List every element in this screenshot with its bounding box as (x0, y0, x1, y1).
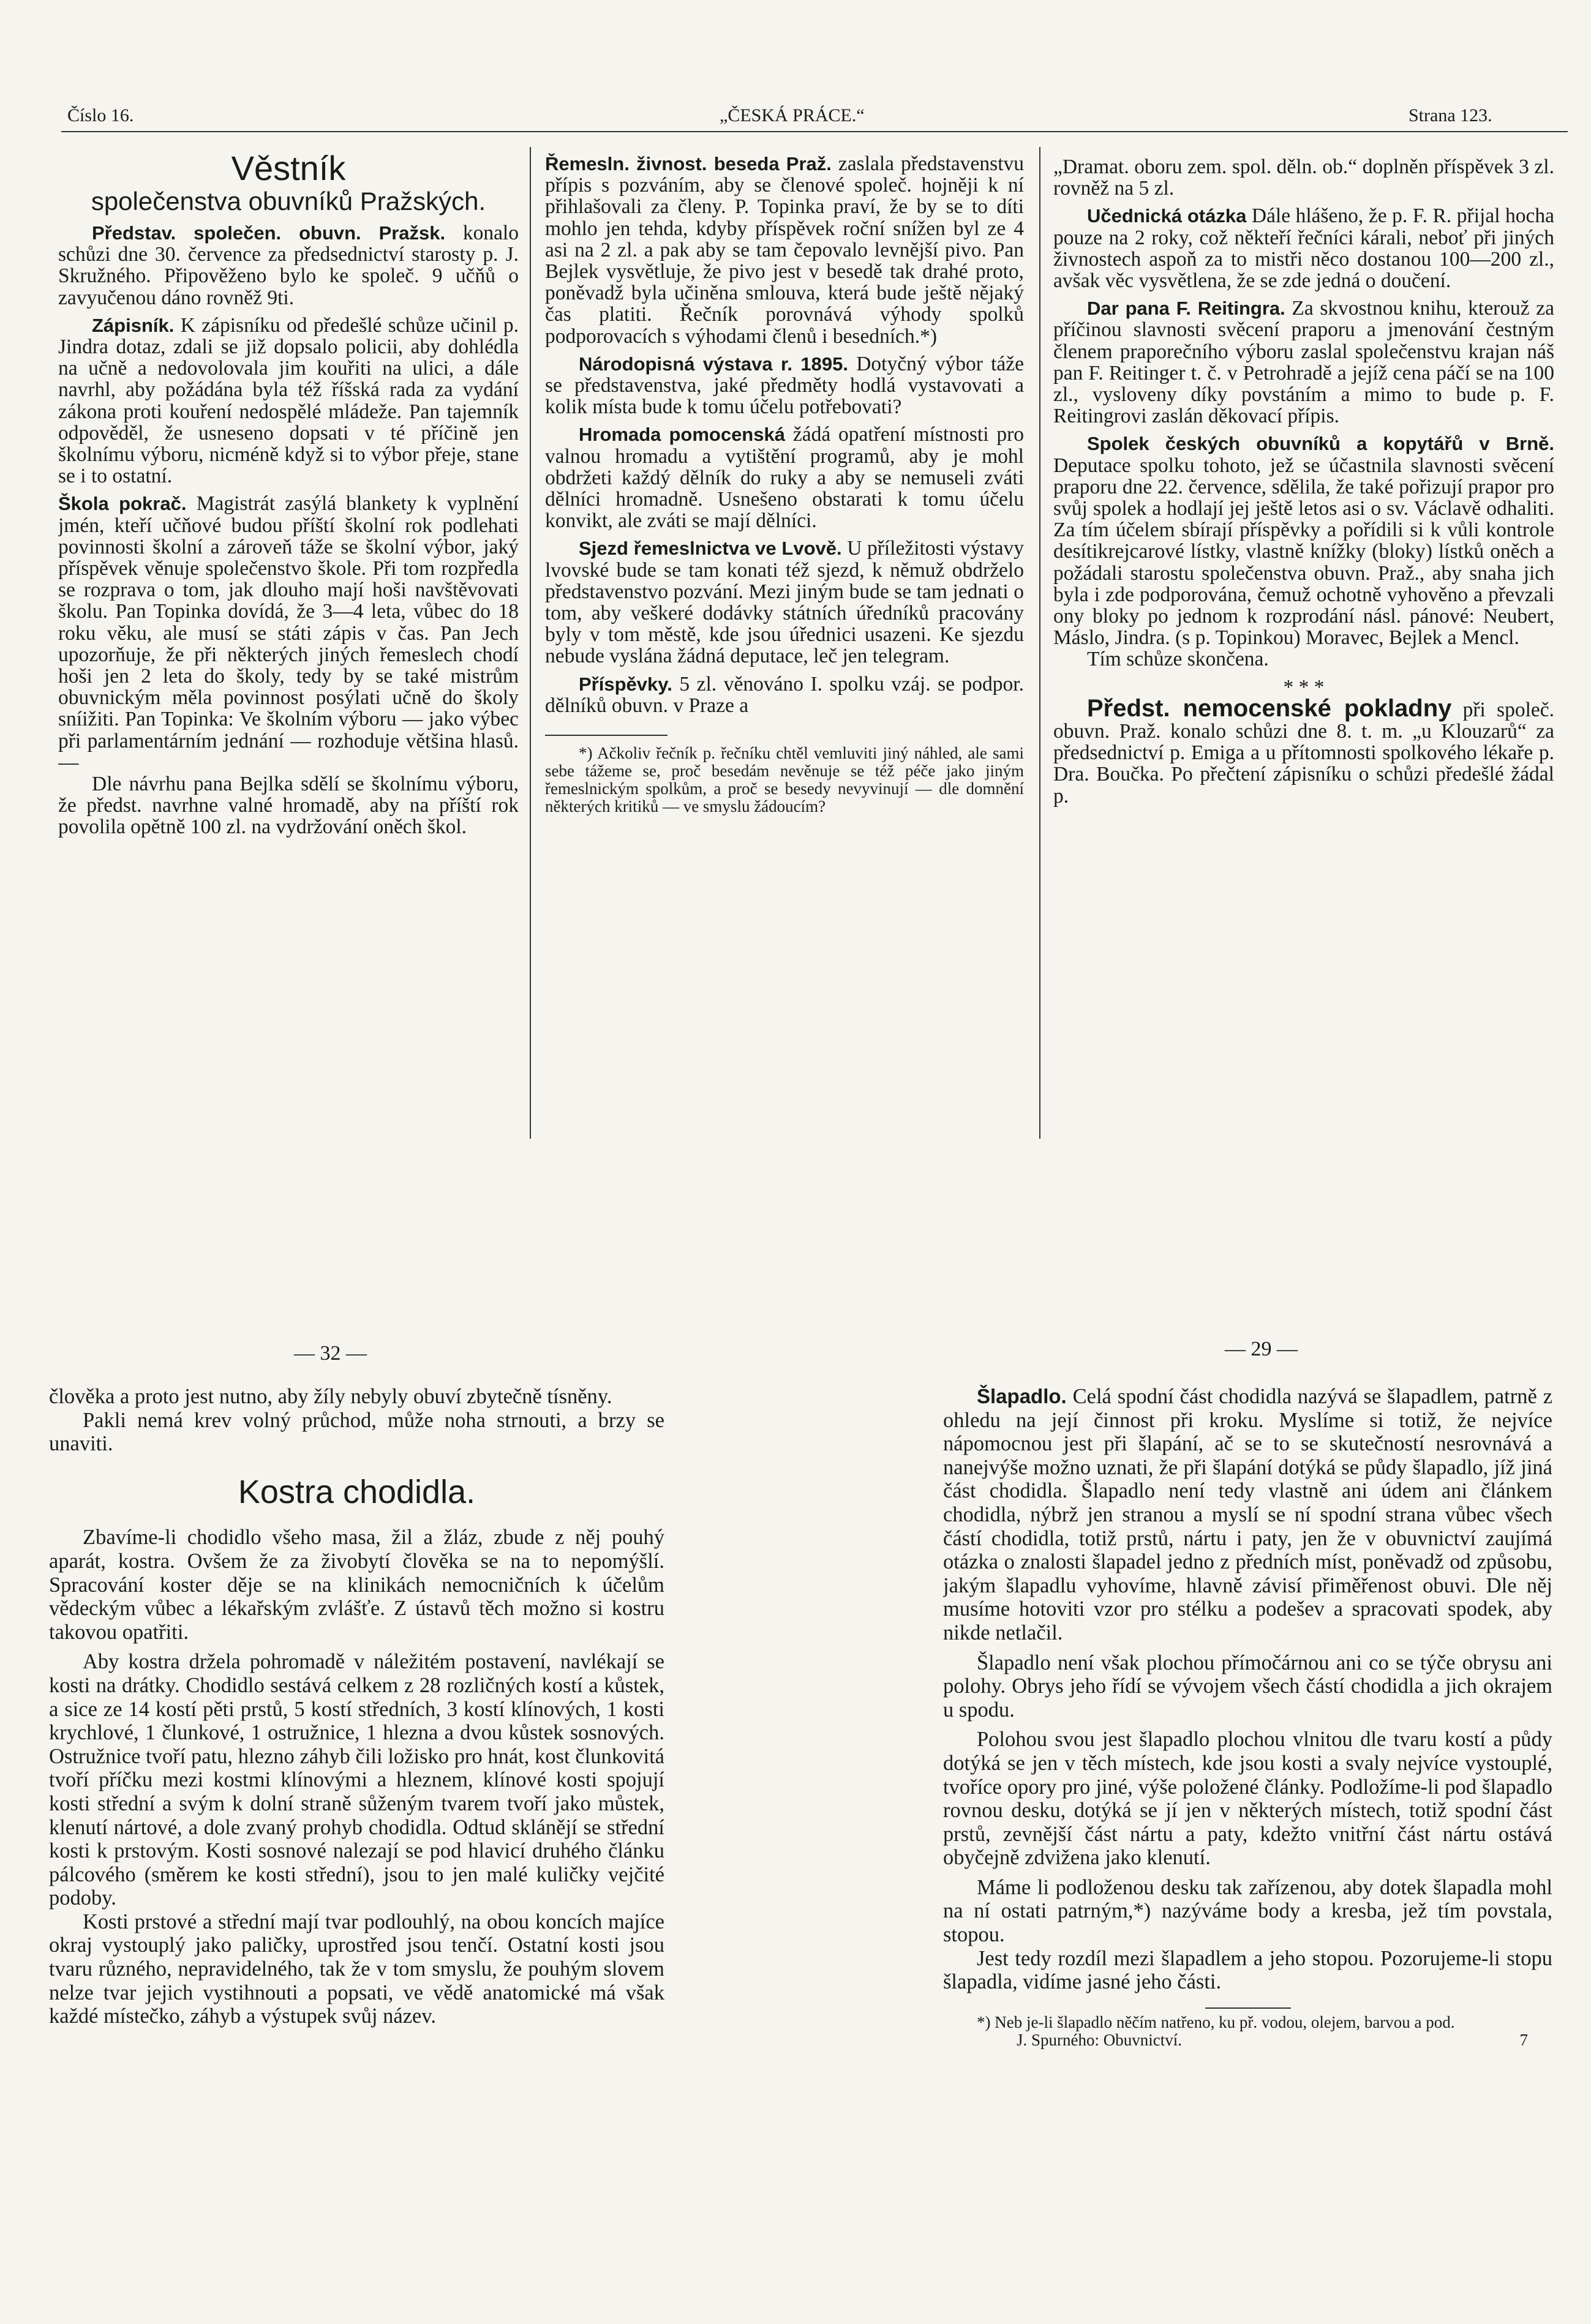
paragraph-heading: Škola pokrač. (58, 493, 187, 515)
paragraph-heading: Spolek českých obuvníků a kopytářů v Brně. (1087, 433, 1554, 455)
lower-left-column (49, 1385, 664, 2303)
paragraph (1053, 433, 1554, 648)
footnote-rule (545, 735, 668, 736)
journal-title: „ČESKÁ PRÁCE.“ (720, 105, 865, 126)
paragraph-text: K zápisníku od předešlé schůze učinil p. Jindra dotaz, zdali se již dopsalo policii, aby dohlédla na učně a nedovolovala jim kouřiti na ulici, a dále navrhl, aby požádána byla též říšská rada za vydání zákona proti kouření nedospělé mládeže. Pan tajemník odpověděl, že usnesenо dopsati v té příčině jen školnímu výboru, nicméně když si to výbor přeje, stane se i to ostatní. (58, 313, 519, 488)
vestnik-title: Věstník (231, 150, 346, 187)
paragraph (1053, 298, 1554, 427)
signature-line (943, 2031, 1552, 2052)
paragraph-heading: Předst. nemocenské pokladny (1087, 694, 1452, 722)
paragraph (943, 1385, 1552, 1645)
paragraph-text: zaslala představenstvu přípis s pozváním, aby se členové společ. hojněji k ní přihlašovali za členy. P. Topinka praví, že by se to díti mohlo jen tehda, kdyby příspěvek roční snížen byl ze 4 asi na 2 zl. a pak aby se tam čepovalo levnější pivo. Pan Bejlek vysvětluje, že pivo jest v besedě tak drahé proto, poněvadž byla učiněna smlouva, která bude ještě nějaký čas platiti. Řečník porovnává výhody spolků podporovacích s výhodami členů i besedních.*) (545, 153, 1024, 348)
paragraph (545, 353, 1024, 418)
column-left (58, 150, 519, 1154)
paragraph: „Dramat. oboru zem. spol. děln. ob.“ doplněn příspěvek 3 zl. rovněž na 5 zl. (1053, 156, 1554, 200)
paragraph-heading: Dar pana F. Reitingra. (1087, 298, 1285, 320)
column-middle (545, 153, 1024, 1157)
issue-number: Číslo 16. (67, 105, 134, 126)
footnote: *) Neb je-li šlapadlo něčím natřeno, ku př. vodou, olejem, barvou a pod. (977, 2012, 1455, 2031)
paragraph (545, 673, 1024, 716)
paragraph-text: žádá opatření místnosti pro valnou hromadu a vytištění programů, aby je mohl obdržeti každý dělník do ruky a aby se nemuseli zváti dělníci hromadně. Usnešeno obstarati k tomu účelu konvikt, ale zváti se mají dělníci. (545, 423, 1024, 533)
paragraph (1053, 694, 1554, 808)
paragraph (545, 424, 1024, 531)
column-right (1053, 156, 1554, 1160)
paragraph-text: Magistrát zasýlá blankety k vyplnění jmén, kteří učňové budou příští školní rok podlehati povinnosti školní a zároveň táže se školní výbor, jaký příspěvek věnuje společenstvo škole. Při tom rozpředla se rozprava o tom, jak dlouho mají hoši navštěvovati školu. Pan Topinka dovídá, že 3—4 leta, vůbec do 18 roku věku, ale musí se státi zápis v čas. Pan Jech upozorňuje, že při některých jiných řemeslech chodí hoši jen 2 leta do školy, tedy by se také mistrům obuvnickým měla povinnost posýlati učně do školy sníižiti. Pan Topinka: Ve školním výboru — jako výbec při parlamentárním jednání — rozhoduje většina hlasů. — (58, 492, 519, 774)
paragraph-heading: Šlapadlo. (977, 1385, 1067, 1408)
paragraph-heading: Učednická otázka (1087, 205, 1247, 227)
paragraph-text: Za skvostnou knihu, kterouž za příčinou slavnosti svěcení praporu a jmenování čestným členem praporečního výboru zaslal společenstvu krajan náš pan F. Reitinger t. č. v Petrohradě a jejíž cena páčí se na 100 zl., vysloveny díky povstáním a mimo to bude p. F. Reitingrovi zaslán děkovací přípis. (1053, 297, 1554, 428)
paragraph: Kosti prstové a střední mají tvar podlouhlý, na obou koncích majíce okraj vystouplý jako paličky, uprostřed jsou tenčí. Ostatní kosti jsou tvaru různého, nepravidelného, tak že v tom smyslu, že pouhým slovem nelze tvar jejich vystihnouti a popsati, ve vědě anatomické má však každé místečko, záhyb a výstupek svůj název. (49, 1910, 664, 2028)
paragraph-heading: Příspěvky. (579, 673, 672, 695)
paragraph-text: Deputace spolku tohoto, jež se účastnila slavnosti svěcení praporu dne 22. července, sdělila, že také pořizují prapor pro svůj spolek a hodlají jej ještě letos asi o sv. Václavě odhaliti. Za tím účelem sbírají příspěvky a pořídili si k vůli kontrole desítikrejcarové lístky, vlastně knížky (bloky) lístků oněch a požádali starostu společenstva obuvn. Praž., aby snaha jich byla i zde podporována, čemuž ochotně vyhověno a převzali ony bloky po jednom k rozprodání násl. pánové: Neubert, Máslo, Jindra. (s p. Topinkou) Moravec, Bejlek a Mencl. (1053, 454, 1554, 650)
paragraph (58, 493, 519, 773)
vestnik-subtitle: společenstva obuvníků Pražských. (91, 187, 486, 216)
paragraph-text: Celá spodní část chodidla nazývá se šlapadlem, patrně z ohledu na její činnost při kroku. Myslíme si totiž, že nejvíce nápomocnou jest při šlapání, ač se to se skutečností nesrovnává a nanejvýše možno uznati, že při šlapání dotýká se půdy šlapadlo, jíž jiná část chodidla. Šlapadlo není tedy vlastně ani údem ani článkem chodidla, nýbrž jen stranou a myslí se ní spodní strana vůbec všech částí chodidla, totiž prstů, nártu i paty, jen že v obuvnictví zaujímá otázka o znalosti šlapadel jedno z předních míst, poněvadž od způsobu, jakým šlapadlu vyhovíme, hlavně závisí přiměřenost obuvi. Dle něj musíme hotoviti vzor pro stélku a podešev a spracovati spodek, aby nikde netlačil. (943, 1385, 1552, 1644)
paragraph-heading: Zápisník. (92, 314, 175, 336)
paragraph: Tím schůze skončena. (1087, 648, 1269, 671)
column-divider (1039, 147, 1040, 1139)
sheet-signature: 7 (1519, 2030, 1528, 2049)
paragraph-heading: Národopisná výstava r. 1895. (579, 353, 849, 375)
page-number-left: — 32 — (294, 1342, 367, 1365)
page-number: Strana 123. (1409, 105, 1492, 126)
paragraph-text: Dále hlášeno, že p. F. R. přijal hocha pouze na 2 roky, což někteří řečníci kárali, neboť při jiných živnostech aspoň za to mistři něco dostanou 100—200 zl., avšak věc vysvětlena, že se zde jedná o doučení. (1053, 204, 1554, 293)
footnote: *) Ačkoliv řečník p. řečníku chtěl vemluviti jiný náhled, ale sami sebe tážeme se, proč besedám nevěnuje se též péče jako jiným řemeslnickým spolkům, a proč se besedy nevyvinují — dle domnění některých kritiků — ve smyslu žádoucím? (545, 744, 1024, 816)
paragraph-text: Dotyčný výbor táže se představenstva, jaké předměty hodlá vystavovati a kolik místa bude k tomu účelu potřebovati? (545, 352, 1024, 419)
paragraph-heading: Představ. společen. obuvn. Pražsk. (92, 222, 446, 244)
section-stars: * * * (1283, 675, 1325, 699)
paragraph-heading: Sjezd řemeslnictva ve Lvově. (579, 538, 842, 560)
paragraph (545, 538, 1024, 667)
paragraph: Máme li podloženou desku tak zařízenou, aby dotek šlapadla mohl na ní ostati patrným,*) nazýváme body a kresba, jež tím povstala, stopou. (943, 1875, 1552, 1947)
paragraph-heading: Hromada pomocenská (579, 424, 785, 446)
paragraph: Dle návrhu pana Bejlka sdělí se školnímu výboru, že předst. navrhne valné hromadě, aby na příští rok povolila opětně 100 zl. na vydržování oněch škol. (58, 773, 519, 839)
paragraph (1053, 205, 1554, 291)
paragraph: člověka a proto jest nutno, aby žíly nebyly obuví zbytečně tísněny. (49, 1385, 612, 1408)
paragraph: Aby kostra držela pohromadě v náležitém postavení, navlékají se kosti na drátky. Chodidlo sestává celkem z 28 rozličných kostí a kůstek, a sice ze 14 kostí pěti prstů, 5 kostí středních, 3 kostí klínových, 1 kosti krychlové, 1 člunkové, 1 ostružnice, 1 hlezna a dvou kůstek sosnových. Ostružnice tvoří patu, hlezno záhyb čili ložisko pro hnát, kost člunkovitá tvoří příčku mezi kostmi klínovými a hleznem, klínové kosti spojují kosti střední a svým k dolní straně sůženým tvarem tvoří jako můstek, klenutí nártové, a dole zvaný prohyb chodidla. Odtud sklánějí se střední kosti k prstovým. Kosti sosnové nalezají se pod hlavicí druhého článku pálcového (směrem ke kosti střední), jsou to jen malé kuličky vejčité podoby. (49, 1650, 664, 1910)
book-signature: J. Spurného: Obuvnictví. (1017, 2030, 1182, 2049)
column-divider (530, 147, 531, 1139)
paragraph (58, 222, 519, 309)
paragraph-text: při společ. obuvn. Praž. konalo schůzi dne 8. t. m. „u Klouzarů“ za předsednictví p. Emiga a u přítomnosti spolkového lékaře p. Dra. Boučka. Po přečtení zápisníku o schůzi předešlé žádal p. (1053, 698, 1554, 808)
paragraph-heading: Řemesln. živnost. beseda Praž. (545, 153, 832, 174)
paragraph-text: U příležitosti výstavy lvovské bude se tam konati též sjezd, k němuž obdrželo představenstvo pozvání. Mezi jiným bude se tam jednati o tom, aby veškeré dodávky státních úředníků pracovány byly v tom městě, kde jsou úřednici usazeni. Ke sjezdu nebude vyslána žádná deputace, leč jen telegram. (545, 537, 1024, 668)
paragraph: Jest tedy rozdíl mezi šlapadlem a jeho stopou. Pozorujeme-li stopu šlapadla, vidíme jasné jeho části. (943, 1946, 1552, 1994)
paragraph-text: 5 zl. věnováno I. spolku vzáj. se podpor. dělníků obuvn. v Praze a (545, 672, 1024, 717)
paragraph: Šlapadlo není však plochou přímočárnou ani co se týče obrysu ani polohy. Obrys jeho řídí se vývojem všech částí chodidla a jich okrajem u spodu. (943, 1651, 1552, 1722)
paragraph: Polohou svou jest šlapadlo plochou vlnitou dle tvaru kostí a půdy dotýká se jen v těch místech, kde jsou kosti a svaly nejvíce vystouplé, tvoříce opory pro jiné, výše položené články. Podložíme-li pod šlapadlo rovnou desku, dotýká se jí jen v některých místech, totiž spodní část prstů, zevnější část nártu a paty, kdežto vnitřní část nártu ostává obyčejně zdvižena jako klenutí. (943, 1728, 1552, 1870)
paragraph: Pakli nemá krev volný průchod, může noha strnouti, a brzy se unaviti. (49, 1408, 664, 1456)
lower-right-column (943, 1385, 1552, 2303)
article-title: Kostra chodidla. (238, 1473, 476, 1510)
footnote-rule (1205, 2007, 1291, 2009)
header-rule (61, 131, 1568, 132)
paragraph (545, 153, 1024, 347)
page-number-right: — 29 — (1225, 1338, 1298, 1360)
paragraph: Zbavíme-li chodidlo všeho masa, žil a žláz, zbude z něj pouhý aparát, kostra. Ovšem že za živobytí člověka se na to nepomýšlí. Spracování koster děje se na klinikách nemocničních k účelům vědeckým vůbec a lékařským zvlášťe. Z ústavů těch možno si kostru takovou opatřiti. (49, 1526, 664, 1644)
paragraph-text: konalo schůzi dne 30. července za předsednictví starosty p. J. Skružného. Připověženo bylo ke společ. 9 učňů o zavyučenou dáno rovněž 9ti. (58, 222, 519, 309)
paragraph (58, 315, 519, 487)
